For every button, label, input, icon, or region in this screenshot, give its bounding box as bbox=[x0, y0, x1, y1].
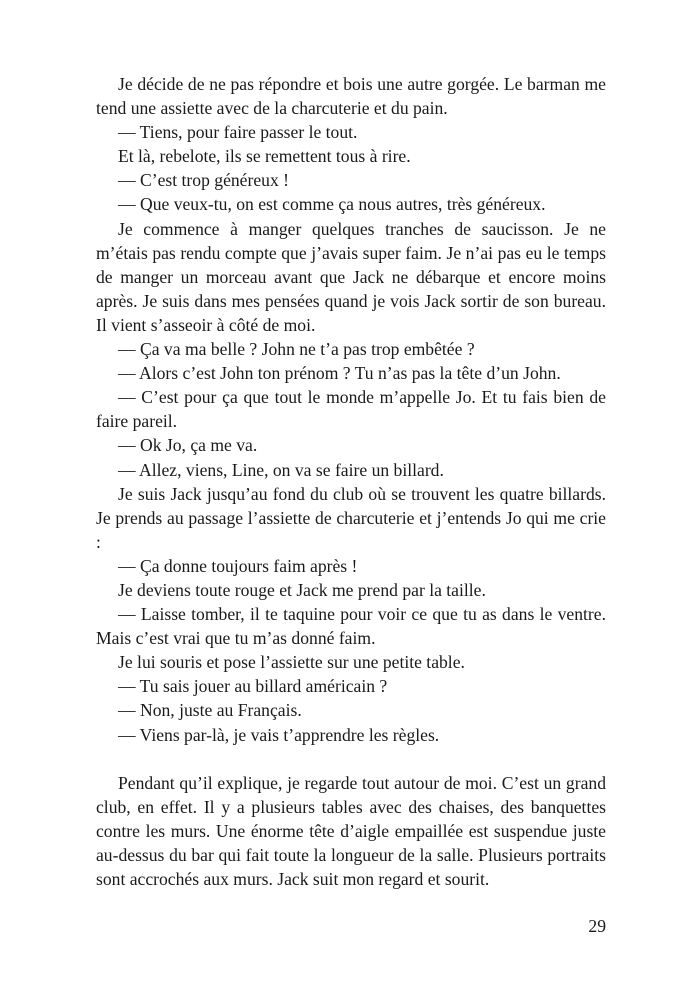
paragraph: Je commence à manger quelques tranches de saucisson. Je ne m’étais pas rendu compte que j’avais super faim. Je n’ai pas eu le temps de manger un morceau avant que Jack ne débarque et encore moins après. Je suis dans mes pensées quand je vois Jack sortir de son bureau. Il vient s’asseoir à côté de moi. bbox=[96, 218, 606, 335]
paragraph: Pendant qu’il explique, je regarde tout autour de moi. C’est un grand club, en effet. Il y a plusieurs tables avec des chaises, des banquettes contre les murs. Une énorme tête d’aigle empaillée est suspendue juste au-dessus du bar qui fait toute la longueur de la salle. Plusieurs portraits sont accrochés aux murs. Jack suit mon regard et sourit. bbox=[96, 772, 606, 889]
dialogue-line: — Tiens, pour faire passer le tout. bbox=[118, 122, 358, 143]
dialogue-line: — Non, juste au Français. bbox=[118, 700, 302, 721]
dialogue-line: — Allez, viens, Line, on va se faire un billard. bbox=[118, 459, 444, 480]
paragraph: Je deviens toute rouge et Jack me prend par la taille. bbox=[118, 579, 486, 600]
dialogue-line: — C’est trop généreux ! bbox=[118, 170, 289, 191]
section-break bbox=[96, 747, 606, 771]
dialogue-line: — Que veux-tu, on est comme ça nous autres, très généreux. bbox=[118, 194, 546, 215]
dialogue-line: — Laisse tomber, il te taquine pour voir ce que tu as dans le ventre. Mais c’est vrai que tu m’as donné faim. bbox=[96, 604, 606, 649]
page-body bbox=[96, 72, 606, 891]
paragraph: Et là, rebelote, ils se remettent tous à rire. bbox=[118, 146, 411, 167]
paragraph: Je lui souris et pose l’assiette sur une petite table. bbox=[118, 652, 465, 673]
page-number: 29 bbox=[588, 916, 606, 936]
dialogue-line: — Tu sais jouer au billard américain ? bbox=[118, 676, 388, 697]
dialogue-line: — Alors c’est John ton prénom ? Tu n’as pas la tête d’un John. bbox=[118, 363, 561, 384]
dialogue-line: — Ok Jo, ça me va. bbox=[118, 435, 258, 456]
dialogue-line: — Ça donne toujours faim après ! bbox=[118, 555, 358, 576]
dialogue-line: — Ça va ma belle ? John ne t’a pas trop embêtée ? bbox=[118, 339, 475, 360]
dialogue-line: — Viens par-là, je vais t’apprendre les règles. bbox=[118, 724, 440, 745]
dialogue-line: — C’est pour ça que tout le monde m’appelle Jo. Et tu fais bien de faire pareil. bbox=[96, 387, 606, 432]
paragraph: Je décide de ne pas répondre et bois une autre gorgée. Le barman me tend une assiette avec de la charcuterie et du pain. bbox=[96, 74, 606, 119]
paragraph: Je suis Jack jusqu’au fond du club où se trouvent les quatre billards. Je prends au passage l’assiette de charcuterie et j’entends Jo qui me crie : bbox=[96, 483, 606, 552]
